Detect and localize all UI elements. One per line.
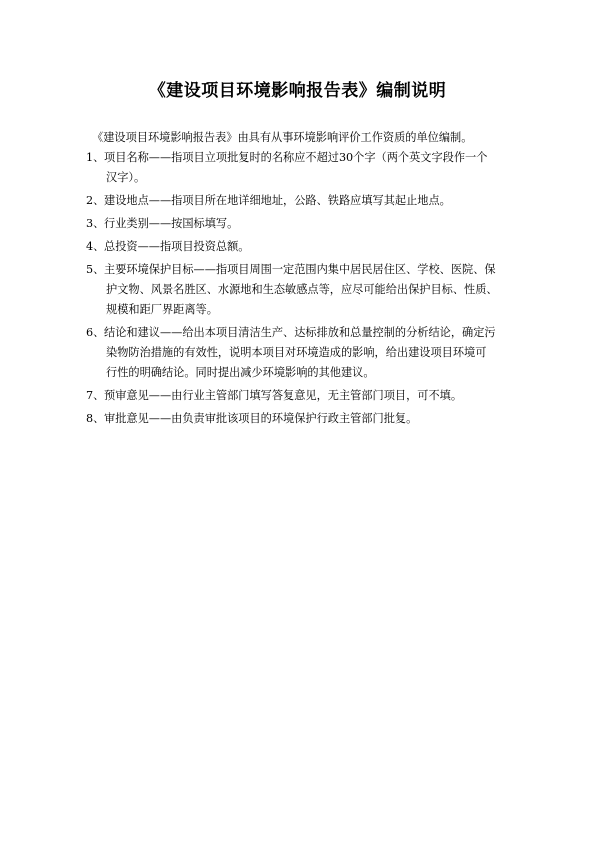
item-number: 8、 [86, 412, 105, 425]
item-text: 规模和距厂界距离等。 [106, 303, 218, 316]
instruction-list [86, 148, 516, 432]
item-text: 汉字）。 [106, 171, 146, 184]
item-number: 2、 [86, 194, 105, 207]
item-text: 行性的明确结论。同时提出减少环境影响的其他建议。 [106, 366, 375, 379]
item-text: 结论和建议——给出本项目清洁生产、达标排放和总量控制的分析结论，确定污 [104, 326, 496, 339]
page-title: 《建设项目环境影响报告表》编制说明 [148, 81, 447, 101]
item-number: 1、 [86, 151, 105, 164]
item-number: 7、 [86, 389, 105, 402]
item-text: 项目名称——指项目立项批复时的名称应不超过30个字（两个英文字段作一个 [104, 151, 488, 164]
item-text: 护文物、风景名胜区、水源地和生态敏感点等，应尽可能给出保护目标、性质、 [106, 283, 498, 296]
list-item [86, 260, 516, 320]
item-number: 6、 [86, 326, 105, 339]
item-text: 预审意见——由行业主管部门填写答复意见，无主管部门项目，可不填。 [104, 389, 463, 402]
item-number: 5、 [86, 263, 105, 276]
list-item [86, 237, 516, 257]
item-text: 主要环境保护目标——指项目周围一定范围内集中居民居住区、学校、医院、保 [104, 263, 496, 276]
list-item [86, 323, 516, 383]
list-item [86, 191, 516, 211]
list-item [86, 409, 516, 429]
item-text: 审批意见——由负责审批该项目的环境保护行政主管部门批复。 [104, 412, 418, 425]
item-text: 行业类别——按国标填写。 [104, 217, 239, 230]
list-item [86, 148, 516, 188]
list-item [86, 214, 516, 234]
item-number: 4、 [86, 240, 105, 253]
intro-paragraph: 《建设项目环境影响报告表》由具有从事环境影响评价工作资质的单位编制。 [92, 131, 473, 144]
item-text: 建设地点——指项目所在地详细地址，公路、铁路应填写其起止地点。 [104, 194, 451, 207]
item-number: 3、 [86, 217, 105, 230]
list-item [86, 386, 516, 406]
item-text: 染物防治措施的有效性，说明本项目对环境造成的影响，给出建设项目环境可 [106, 346, 487, 359]
item-text: 总投资——指项目投资总额。 [104, 240, 250, 253]
